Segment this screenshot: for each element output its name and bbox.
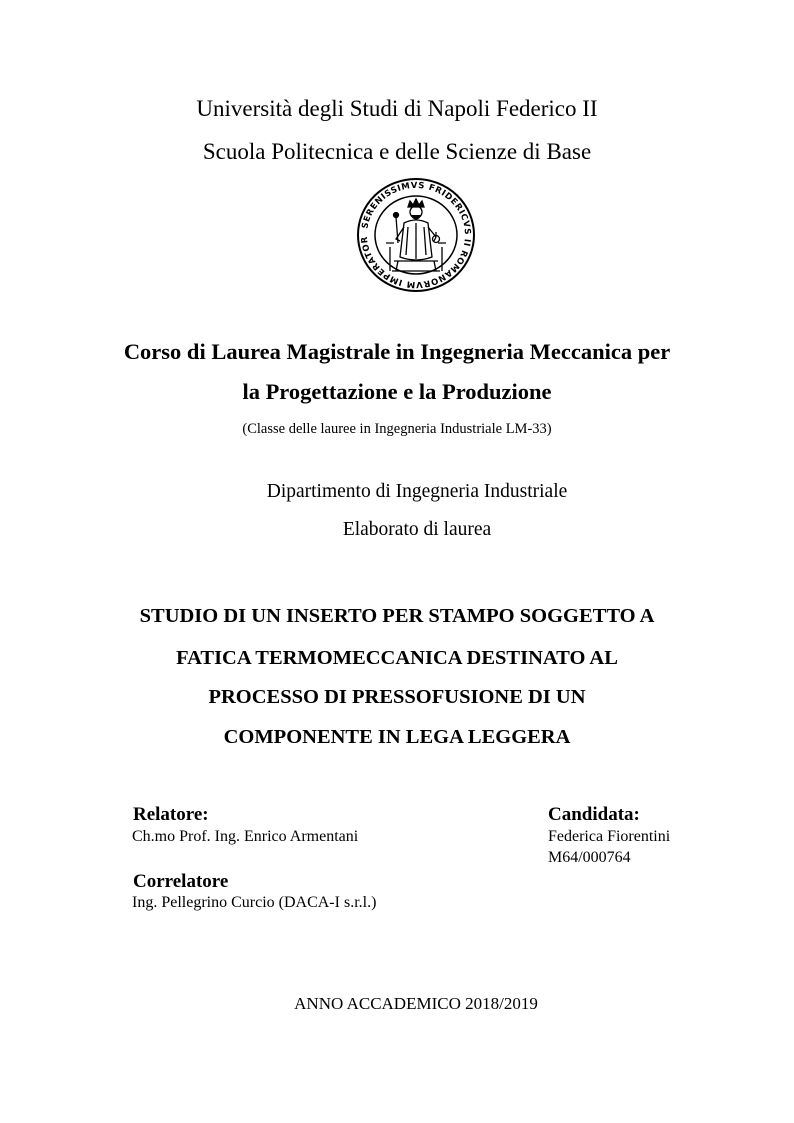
course-line-1: Corso di Laurea Magistrale in Ingegneria Meccanica per [123,339,671,364]
university-name: Università degli Studi di Napoli Federico II [196,96,598,121]
candidata-label: Candidata: [548,804,640,825]
relatore-label: Relatore: [133,804,209,825]
university-seal-icon [356,177,476,293]
thesis-type: Elaborato di laurea [342,519,492,540]
thesis-title-line-3: PROCESSO DI PRESSOFUSIONE DI UN [208,686,586,708]
thesis-title-line-1: STUDIO DI UN INSERTO PER STAMPO SOGGETTO A [139,605,655,627]
candidata-id: M64/000764 [548,849,631,866]
course-class: (Classe delle lauree in Ingegneria Industriale LM-33) [242,421,552,437]
correlatore-name: Ing. Pellegrino Curcio (DACA-I s.r.l.) [132,894,377,911]
thesis-title-line-2: FATICA TERMOMECCANICA DESTINATO AL [176,647,618,669]
course-line-2: la Progettazione e la Produzione [242,379,552,404]
thesis-title-line-4: COMPONENTE IN LEGA LEGGERA [223,726,571,748]
correlatore-label: Correlatore [133,871,229,892]
candidata-name: Federica Fiorentini [548,828,671,845]
seal-figure [386,199,446,271]
school-name: Scuola Politecnica e delle Scienze di Base [202,139,592,164]
department-name: Dipartimento di Ingegneria Industriale [266,481,568,502]
seal-ring-text: SERENISSIMVS FRIDERICVS II ROMANORVM IMPERATOR [359,180,473,290]
relatore-name: Ch.mo Prof. Ing. Enrico Armentani [132,828,359,845]
academic-year: ANNO ACCADEMICO 2018/2019 [294,994,538,1013]
